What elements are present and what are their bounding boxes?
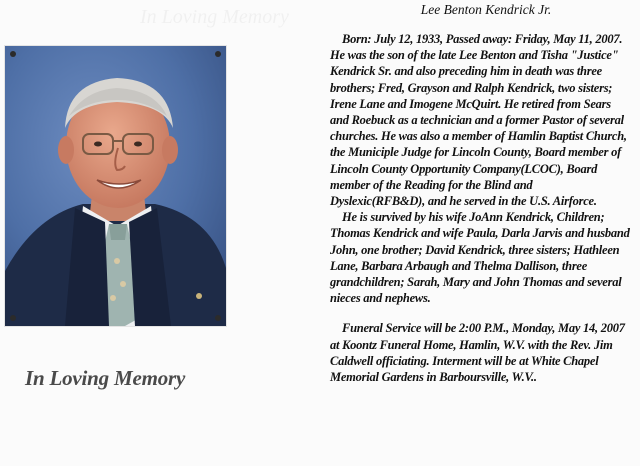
obituary-paragraph-survivors: He is survived by his wife JoAnn Kendrick, Children; Thomas Kendrick and wife Paula, Darla Jarvis and husband John, one brother; David Kendrick, three sisters; Hathleen Lane, Barbara Arbaugh and Thelma Dallison, three grandchildren; Sarah, Mary and John Thomas and several nieces and nephews. [330, 210, 630, 306]
in-loving-memory-heading: In Loving Memory [25, 366, 186, 390]
obituary-paragraph-funeral: Funeral Service will be 2:00 P.M., Monday, May 14, 2007 at Koontz Funeral Home, Hamlin, W.V. with the Rev. Jim Caldwell officiating. Interment will be at White Chapel Memorial Gardens in Barboursville, W.V.. [330, 321, 625, 385]
obituary-text [330, 31, 630, 385]
obituary-paragraph-biography: Born: July 12, 1933, Passed away: Friday, May 11, 2007. He was the son of the late Lee Benton and Tisha "Justice" Kendrick Sr. and also preceding him in death was three brothers; Fred, Grayson and Ralph Kendrick, two sisters; Irene Lane and Imogene McQuirt. He retired from Sears and Roebuck as a technician and a former Pastor of several churches. He was also a member of Hamlin Baptist Church, the Municiple Judge for Lincoln County, Board member of Lincoln County Opportunity Company(LCOC), Board member of the Reading for the Blind and Dyslexic(RFB&D), and he served in the U.S. Airforce. [330, 32, 627, 209]
page-title: Lee Benton Kendrick Jr. [420, 2, 552, 17]
portrait-photo [5, 46, 226, 326]
portrait-illustration [5, 46, 226, 326]
corner-tack-icon [10, 315, 16, 321]
corner-tack-icon [215, 315, 221, 321]
corner-tack-icon [10, 51, 16, 57]
corner-tack-icon [215, 51, 221, 57]
faint-watermark-text [140, 6, 289, 29]
